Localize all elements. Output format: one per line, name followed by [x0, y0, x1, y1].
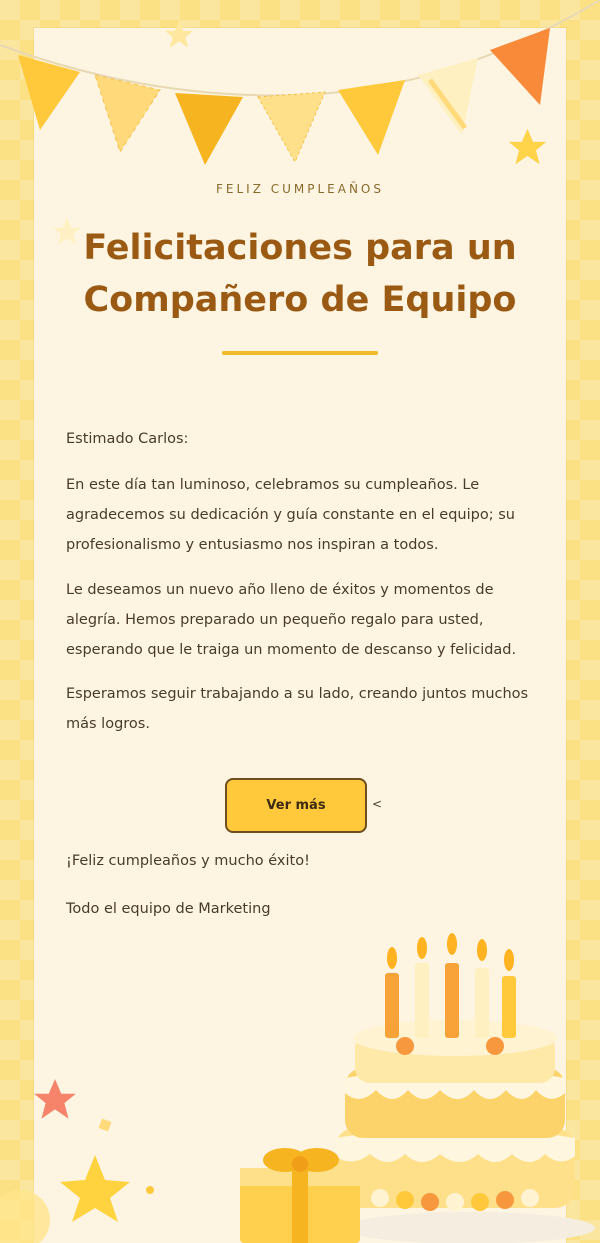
page-title [40, 222, 560, 326]
paragraph-1: En este día tan luminoso, celebramos su cumpleaños. Le agradecemos su dedicación y guía constante en el equipo; su profesionalismo y entusiasmo nos inspiran a todos. [66, 477, 515, 553]
title-line-2: Compañero de Equipo [83, 280, 517, 320]
greeting-text: Estimado Carlos: [66, 431, 189, 447]
eyebrow-label: FELIZ CUMPLEAÑOS [215, 182, 384, 196]
paragraph-3: Esperamos seguir trabajando a su lado, creando juntos muchos más logros. [66, 686, 529, 732]
birthday-cake-icon [240, 928, 600, 1243]
signature: Todo el equipo de Marketing [66, 901, 271, 917]
decoration-left [0, 1050, 200, 1243]
caret-text: < [372, 797, 383, 811]
title-divider [222, 351, 378, 355]
star-icon [60, 1155, 130, 1222]
title-line-1: Felicitaciones para un [83, 228, 517, 268]
star-icon [162, 18, 196, 52]
ver-mas-button[interactable]: Ver más [225, 778, 367, 833]
paragraph-2: Le deseamos un nuevo año lleno de éxitos y momentos de alegría. Hemos preparado un pequeño regalo para usted, esperando que le traiga un momento de descanso y felicidad. [66, 582, 517, 658]
closing-wish: ¡Feliz cumpleaños y mucho éxito! [66, 853, 310, 869]
star-icon [505, 125, 550, 170]
